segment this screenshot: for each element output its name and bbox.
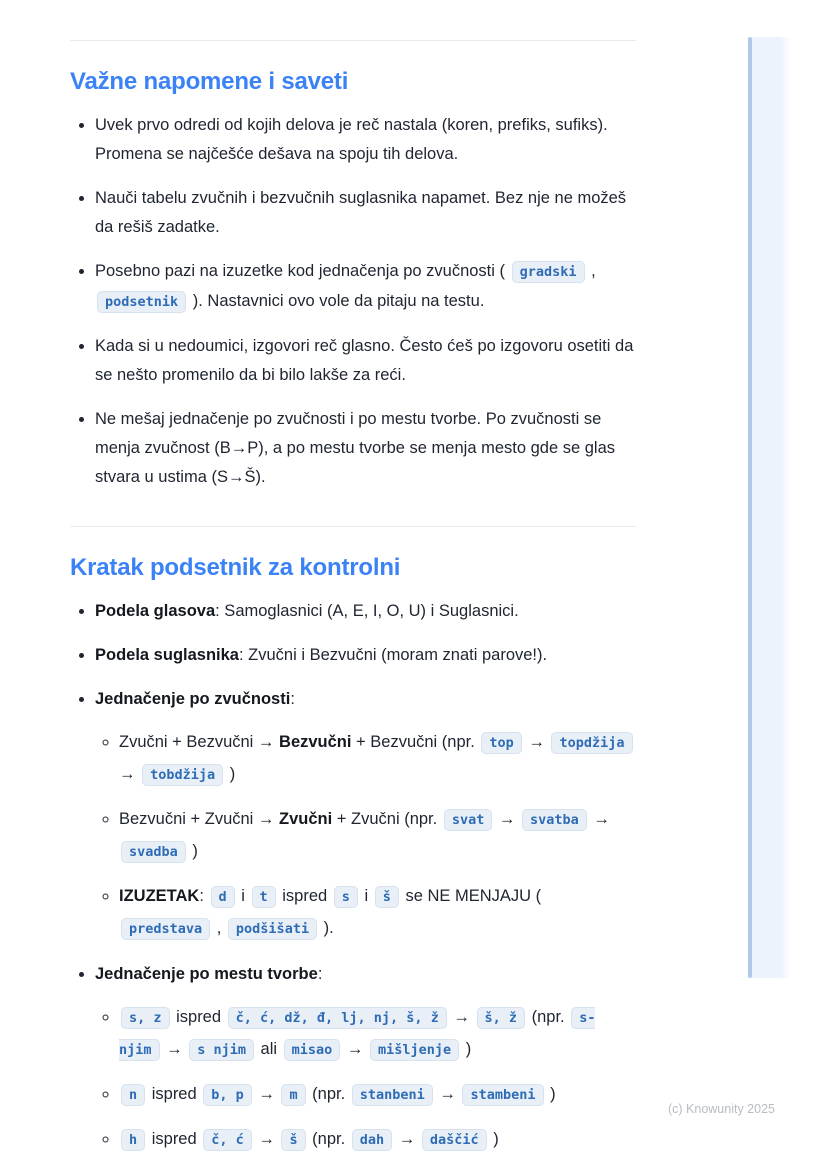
text-run: : xyxy=(199,887,209,905)
code-chip: tobdžija xyxy=(142,764,223,786)
text-run: + Zvučni (npr. xyxy=(332,810,442,828)
bold-text: Podela glasova xyxy=(95,602,216,620)
text-run: Ne mešaj jednačenje po zvučnosti i po mestu tvorbe. Po zvučnosti se menja zvučnost (B→P), a po mestu tvorbe se menja mesto gde se glas stvara u ustima (S→Š). xyxy=(95,410,615,486)
text-run: → xyxy=(448,1008,475,1026)
code-chip: č, ć, dž, đ, lj, nj, š, ž xyxy=(228,1007,447,1029)
text-run: (npr. xyxy=(527,1008,570,1026)
list-item xyxy=(95,184,636,242)
text-run: Zvučni + Bezvučni → xyxy=(119,733,280,751)
text-run: i xyxy=(236,887,250,905)
text-run: (npr. xyxy=(307,1130,350,1148)
list-item xyxy=(119,804,636,868)
list-item xyxy=(119,1124,636,1156)
text-run: → xyxy=(253,1085,280,1103)
scrollbar-track[interactable] xyxy=(748,37,791,978)
bullet-list xyxy=(70,111,636,492)
code-chip: dah xyxy=(352,1129,392,1151)
section-title: Važne napomene i saveti xyxy=(70,68,349,95)
scrollbar-thumb[interactable] xyxy=(748,37,752,978)
section-title: Kratak podsetnik za kontrolni xyxy=(70,554,401,581)
code-chip: stambeni xyxy=(462,1084,543,1106)
text-run: , xyxy=(586,262,596,280)
text-run: Nauči tabelu zvučnih i bezvučnih suglasnika napamet. Bez nje ne možeš da rešiš zadatke. xyxy=(95,189,627,236)
sublist xyxy=(95,1002,636,1156)
code-chip: topdžija xyxy=(551,732,632,754)
text-run: ). xyxy=(319,919,334,937)
code-chip: s, z xyxy=(121,1007,170,1029)
code-chip: top xyxy=(481,732,521,754)
text-run: → xyxy=(434,1085,461,1103)
text-run: → xyxy=(161,1040,188,1058)
list-item xyxy=(119,727,636,791)
text-run: → xyxy=(494,810,520,828)
text-run: ispred xyxy=(147,1085,202,1103)
text-run: se NE MENJAJU ( xyxy=(400,887,542,905)
code-chip: t xyxy=(252,886,276,908)
list-item xyxy=(95,257,636,317)
code-chip: b, p xyxy=(203,1084,252,1106)
text-run: : Zvučni i Bezvučni (moram znati parove!). xyxy=(238,646,548,664)
code-chip: predstava xyxy=(121,918,210,940)
text-run: ) xyxy=(545,1085,556,1103)
text-run: i xyxy=(359,887,373,905)
text-run: ) xyxy=(488,1130,499,1148)
section-reminder xyxy=(70,554,636,1156)
code-chip: svat xyxy=(444,809,493,831)
bold-text: IZUZETAK xyxy=(119,887,200,905)
text-run: → xyxy=(342,1040,368,1058)
text-run: → xyxy=(119,765,141,783)
divider xyxy=(70,526,636,527)
section-notes xyxy=(70,68,636,492)
bold-text: Bezvučni xyxy=(279,733,352,751)
code-chip: mišljenje xyxy=(370,1039,459,1061)
text-run: ali xyxy=(255,1040,282,1058)
code-chip: s njim xyxy=(189,1039,254,1061)
list-item xyxy=(95,641,636,670)
list-item xyxy=(95,405,636,492)
divider xyxy=(70,40,636,41)
list-item xyxy=(95,597,636,626)
code-chip: svadba xyxy=(121,841,186,863)
code-chip: podšišati xyxy=(228,918,317,940)
code-chip: gradski xyxy=(512,261,585,283)
text-run: ) xyxy=(225,765,236,783)
code-chip: svatba xyxy=(522,809,587,831)
sublist xyxy=(95,727,636,945)
code-chip: s xyxy=(334,886,358,908)
footer-copyright: (c) Knowunity 2025 xyxy=(667,1102,775,1116)
text-run: Kada si u nedoumici, izgovori reč glasno. Često ćeš po izgovoru osetiti da se nešto promenilo da bi bilo lakše za reći. xyxy=(95,337,634,384)
code-chip: n xyxy=(121,1084,145,1106)
code-chip: m xyxy=(281,1084,305,1106)
bold-text: Jednačenje po zvučnosti xyxy=(95,690,291,708)
bold-text: Jednačenje po mestu tvorbe xyxy=(95,965,318,983)
text-run: → xyxy=(253,1130,280,1148)
text-run: ). Nastavnici ovo vole da pitaju na testu. xyxy=(188,292,485,310)
code-chip: š xyxy=(281,1129,305,1151)
list-item xyxy=(119,1002,636,1066)
text-run: , xyxy=(212,919,226,937)
bold-text: Zvučni xyxy=(279,810,333,828)
text-run: ispred xyxy=(171,1008,226,1026)
text-run: ispred xyxy=(147,1130,202,1148)
list-item xyxy=(95,111,636,169)
code-chip: daščić xyxy=(422,1129,487,1151)
list-item xyxy=(95,332,636,390)
code-chip: s-njim xyxy=(119,1007,595,1061)
text-run: : xyxy=(317,965,323,983)
text-run: (npr. xyxy=(307,1085,350,1103)
code-chip: misao xyxy=(284,1039,341,1061)
text-run: → xyxy=(588,810,610,828)
list-item xyxy=(119,881,636,945)
code-chip: stanbeni xyxy=(352,1084,433,1106)
code-chip: d xyxy=(211,886,235,908)
text-run: ) xyxy=(187,842,198,860)
code-chip: š xyxy=(375,886,399,908)
list-item xyxy=(119,1079,636,1111)
code-chip: š, ž xyxy=(477,1007,526,1029)
text-run: + Bezvučni (npr. xyxy=(351,733,480,751)
code-chip: podsetnik xyxy=(97,291,186,313)
text-run: : Samoglasnici (A, E, I, O, U) i Suglasnici. xyxy=(215,602,519,620)
list-item xyxy=(95,960,636,1156)
text-run: ispred xyxy=(277,887,332,905)
list-item xyxy=(95,685,636,945)
text-run: Bezvučni + Zvučni → xyxy=(119,810,280,828)
text-run: ) xyxy=(461,1040,472,1058)
text-run: : xyxy=(290,690,295,708)
code-chip: č, ć xyxy=(203,1129,252,1151)
text-run: Uvek prvo odredi od kojih delova je reč nastala (koren, prefiks, sufiks). Promena se najčešće dešava na spoju tih delova. xyxy=(95,116,608,163)
text-run: Posebno pazi na izuzetke kod jednačenja po zvučnosti ( xyxy=(95,262,510,280)
bullet-list xyxy=(70,597,636,1156)
code-chip: h xyxy=(121,1129,145,1151)
text-run: → xyxy=(523,733,550,751)
bold-text: Podela suglasnika xyxy=(95,646,239,664)
document-page xyxy=(70,0,636,1171)
text-run: → xyxy=(394,1130,420,1148)
